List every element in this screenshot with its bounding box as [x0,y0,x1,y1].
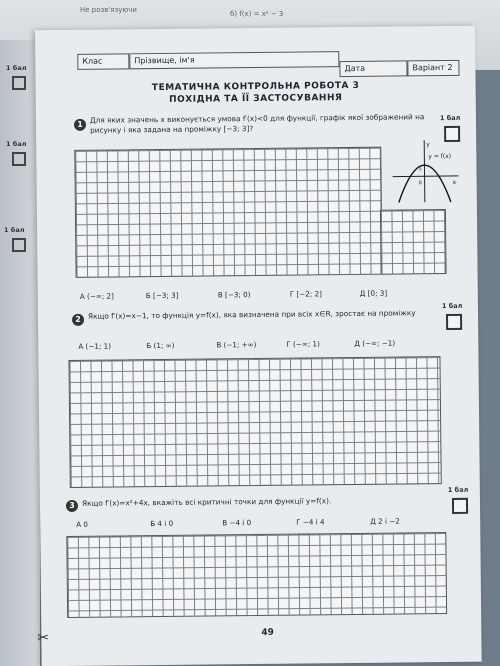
function-label: y = f(x) [428,152,452,161]
answer-option-b[interactable]: Б (1; ∞) [146,340,175,351]
class-label: Клас [82,56,103,66]
page-number: 49 [261,627,274,638]
answer-option-d[interactable]: Д 2 і −2 [370,516,400,526]
side-score-label: 1 бал [6,140,27,148]
score-box [446,314,462,330]
question-number: 1 [74,119,86,131]
previous-page-margin [0,40,40,666]
answer-option-g[interactable]: Г −4 і 4 [296,517,325,527]
y-axis-label: y [426,141,430,149]
side-score-box [12,238,26,252]
score-label: 1 бал [439,113,461,123]
question-text: Якщо f′(x)=x−1, то функція y=f(x), яка визначена при всіх x∈R, зростає на проміжку [87,308,416,321]
variant-label: Варіант 2 [412,62,453,73]
answer-option-a[interactable]: А 0 [76,519,89,529]
date-field[interactable] [339,60,407,77]
answer-grid[interactable] [66,532,447,618]
answer-option-g[interactable]: Г [−2; 2] [289,289,322,299]
x-axis [393,176,459,177]
side-score-label: 1 бал [4,226,25,234]
answer-option-a[interactable]: А (−∞; 2] [79,291,114,301]
answer-grid[interactable] [68,356,441,488]
side-score-label: 1 бал [6,64,27,72]
date-label: Дата [344,63,366,74]
class-field[interactable] [77,53,129,70]
answer-option-v[interactable]: В [−3; 0) [217,290,251,300]
score-label: 1 бал [447,485,469,495]
worksheet-page [35,26,482,666]
function-graph [388,138,461,205]
score-label: 1 бал [441,301,463,311]
worksheet-title: ТЕМАТИЧНА КОНТРОЛЬНА РОБОТА 3 [151,80,360,94]
background-text: б) f(x) = x² − 3 [230,10,284,18]
answer-option-a[interactable]: А (−1; 1) [78,341,112,351]
answer-grid[interactable] [74,147,382,278]
y-axis [424,140,425,202]
answer-option-v[interactable]: В (−1; +∞) [216,340,257,350]
variant-box [407,60,459,77]
answer-option-b[interactable]: Б [−3; 3] [145,290,179,301]
worksheet-subtitle: ПОХІДНА ТА ЇЇ ЗАСТОСУВАННЯ [169,93,343,105]
name-field[interactable] [129,51,339,69]
answer-option-g[interactable]: Г (−∞; 1) [286,339,320,349]
question-number: 2 [72,314,84,326]
question-number: 3 [66,500,78,512]
score-box [452,498,468,514]
answer-option-v[interactable]: В −4 і 0 [222,518,252,528]
question-text: Для яких значень x виконується умова f′(x)<0 для функції, графік якої зображений на рисунку і яка задана на проміжку [−3; 3]? [89,112,425,135]
scissors-icon: ✂ [37,630,50,647]
question-text: Якщо f′(x)=x²+4x, вкажіть всі критичні точки для функції y=f(x). [81,496,332,508]
tick-label: 1 [418,166,422,173]
side-score-box [12,152,26,166]
answer-option-d[interactable]: Д [0; 3] [359,288,388,298]
side-score-box [12,76,26,90]
x-axis-label: x [452,178,457,186]
answer-option-b[interactable]: Б 4 і 0 [150,518,174,529]
name-label: Прізвище, ім'я [134,55,195,66]
answer-option-d[interactable]: Д (−∞; −1) [354,338,396,348]
background-text: Не розв'язуючи [80,6,137,14]
origin-label: 0 [418,180,422,187]
answer-grid-extension[interactable] [380,209,447,275]
